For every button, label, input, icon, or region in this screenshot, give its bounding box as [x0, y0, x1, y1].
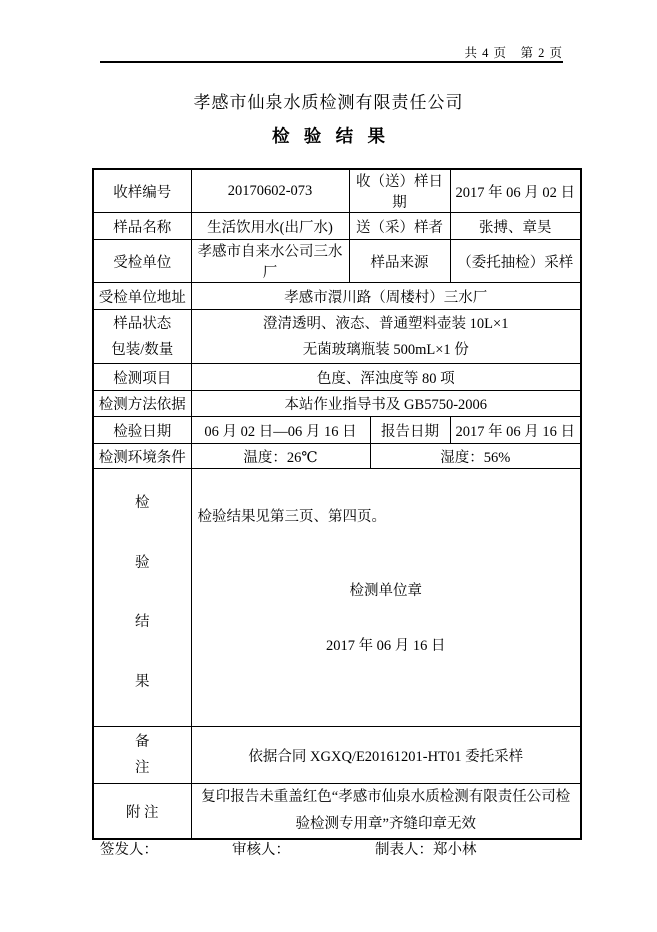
seal-placeholder-label: 检测单位章: [349, 583, 422, 599]
result-note: 检验结果见第三页、第四页。: [197, 509, 386, 525]
table-row: [93, 213, 581, 240]
table-row: [93, 727, 581, 784]
test-items-value: 色度、浑浊度等 80 项: [191, 364, 581, 391]
sample-id-value: 20170602-073: [191, 169, 349, 213]
receive-date-value: 2017 年 06 月 02 日: [450, 169, 581, 213]
environment-label: 检测环境条件: [93, 444, 191, 469]
inspected-unit-label: 受检单位: [93, 240, 191, 283]
inspected-unit-value: 孝感市自来水公司三水厂: [191, 240, 349, 283]
test-items-label: 检测项目: [93, 364, 191, 391]
notes-label: 附 注: [93, 784, 191, 840]
table-row: [93, 364, 581, 391]
temperature-value: 温度：26℃: [191, 444, 370, 469]
sample-source-value: （委托抽检）采样: [450, 240, 581, 283]
method-basis-value: 本站作业指导书及 GB5750-2006: [191, 391, 581, 417]
table-row: [93, 417, 581, 444]
result-section-content: [191, 469, 581, 727]
sampler-label: 送（采）样者: [349, 213, 450, 240]
sampler-value: 张搏、章昊: [450, 213, 581, 240]
remarks-label: 备 注: [93, 727, 191, 784]
page-count-indicator: 共 4 页 第 2 页: [464, 46, 563, 60]
sample-source-label: 样品来源: [349, 240, 450, 283]
sample-id-label: 收样编号: [93, 169, 191, 213]
unit-address-label: 受检单位地址: [93, 283, 191, 310]
method-basis-label: 检测方法依据: [93, 391, 191, 417]
unit-address-value: 孝感市澴川路（周楼村）三水厂: [191, 283, 581, 310]
report-date-label: 报告日期: [370, 417, 450, 444]
result-date: 2017 年 06 月 16 日: [325, 638, 446, 654]
table-row: [93, 169, 581, 213]
notes-value: 复印报告未重盖红色“孝感市仙泉水质检测有限责任公司检验检测专用章”齐缝印章无效: [191, 784, 581, 840]
preparer-signature: 制表人：郑小林: [375, 842, 477, 858]
sample-state-label: 样品状态 包装/数量: [93, 310, 191, 364]
company-title: 孝感市仙泉水质检测有限责任公司: [193, 93, 464, 112]
humidity-value: 湿度：56%: [370, 444, 581, 469]
receive-date-label: 收（送）样日期: [349, 169, 450, 213]
table-row: [93, 469, 581, 727]
reviewer-signature-label: 审核人：: [232, 842, 290, 858]
sample-name-value: 生活饮用水(出厂水): [191, 213, 349, 240]
table-row: [93, 391, 581, 417]
remarks-value: 依据合同 XGXQ/E20161201-HT01 委托采样: [191, 727, 581, 784]
preparer-name: 郑小林: [433, 842, 477, 858]
table-row: [93, 283, 581, 310]
table-row: [93, 240, 581, 283]
sample-state-value: 澄清透明、液态、普通塑料壶装 10L×1 无菌玻璃瓶装 500mL×1 份: [191, 310, 581, 364]
table-row: [93, 310, 581, 364]
issuer-signature-label: 签发人：: [100, 842, 158, 858]
sample-name-label: 样品名称: [93, 213, 191, 240]
report-title: 检 验 结 果: [271, 126, 386, 146]
table-row: [93, 444, 581, 469]
test-date-label: 检验日期: [93, 417, 191, 444]
report-date-value: 2017 年 06 月 16 日: [450, 417, 581, 444]
test-date-value: 06 月 02 日—06 月 16 日: [191, 417, 370, 444]
table-row: [93, 784, 581, 840]
inspection-result-table: [92, 168, 582, 840]
header-divider: [100, 61, 563, 63]
result-section-label: 检 验 结 果: [93, 469, 191, 727]
